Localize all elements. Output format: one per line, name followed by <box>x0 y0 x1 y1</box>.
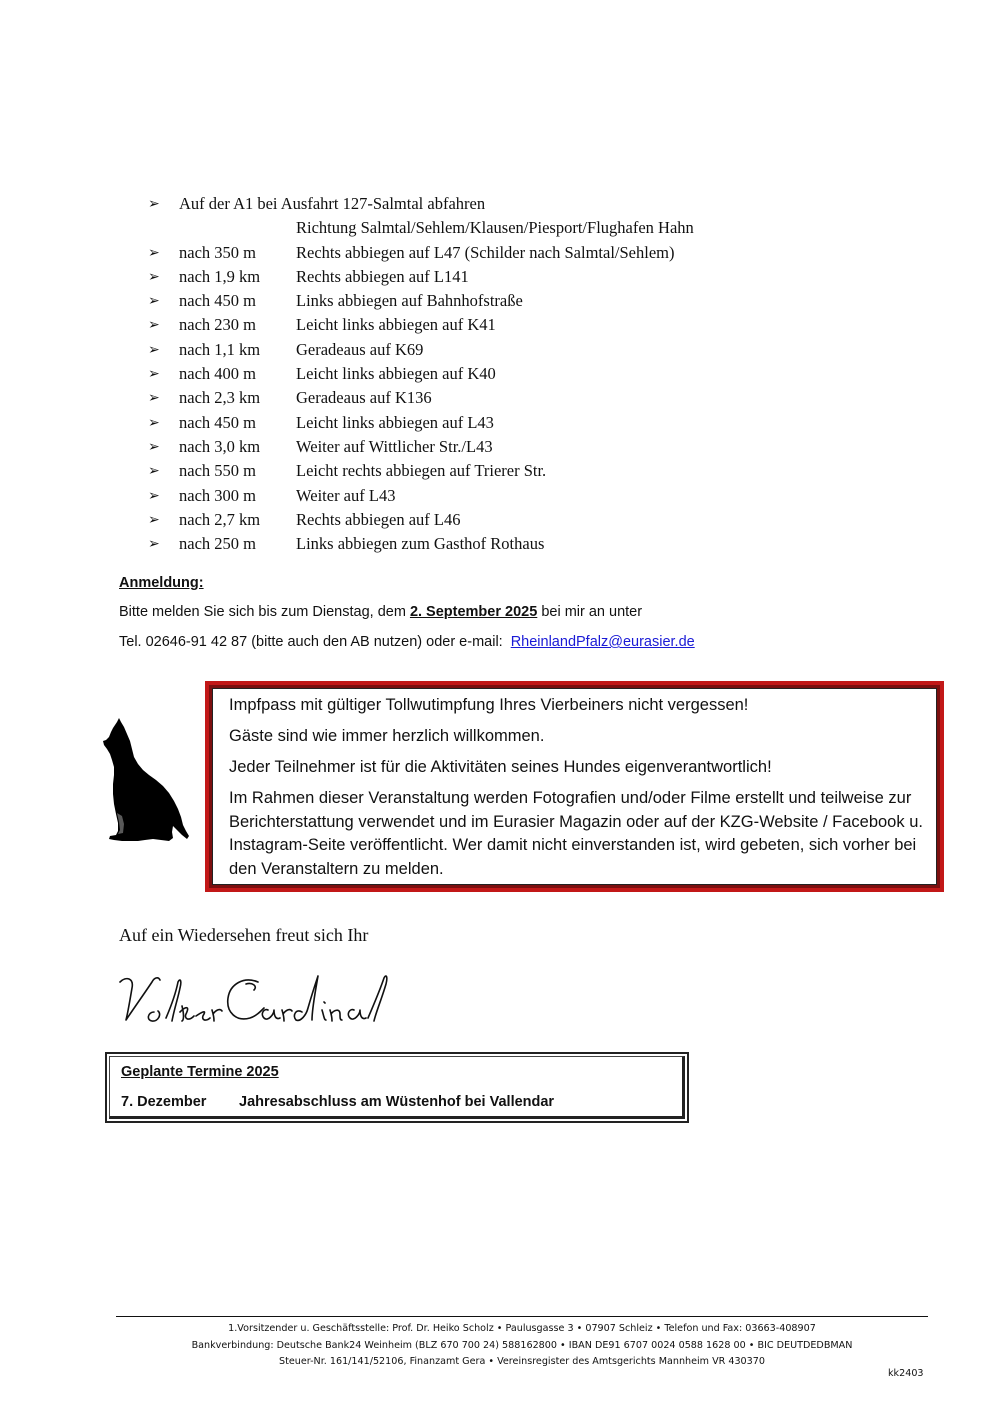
direction-distance: nach 450 m <box>179 412 256 432</box>
direction-instruction: Weiter auf L43 <box>296 485 396 505</box>
arrow-bullet-icon: ➢ <box>148 390 160 407</box>
direction-distance: nach 1,9 km <box>179 266 261 286</box>
notice-guests-text: Gäste sind wie immer herzlich willkommen. <box>229 727 545 745</box>
direction-instruction: Leicht links abbiegen auf K41 <box>296 315 496 335</box>
footer-divider <box>116 1316 928 1317</box>
direction-instruction: Links abbiegen auf Bahnhofstraße <box>296 291 523 311</box>
direction-distance: nach 230 m <box>179 315 256 335</box>
planned-dates-content <box>109 1056 685 1119</box>
direction-instruction: Leicht rechts abbiegen auf Trierer Str. <box>296 461 547 481</box>
registration-contact-text <box>119 634 695 650</box>
arrow-bullet-icon: ➢ <box>148 463 160 480</box>
registration-text-post: bei mir an unter <box>541 604 643 620</box>
direction-instruction: Leicht links abbiegen auf L43 <box>296 412 494 432</box>
registration-heading: Anmeldung: <box>119 575 204 591</box>
footer <box>116 1321 928 1371</box>
direction-distance: nach 450 m <box>179 291 256 311</box>
arrow-bullet-icon: ➢ <box>148 536 160 553</box>
planned-dates-heading: Geplante Termine 2025 <box>121 1064 279 1080</box>
direction-instruction: Weiter auf Wittlicher Str./L43 <box>296 436 493 456</box>
howling-wolf-icon <box>103 718 189 844</box>
registration-text-pre: Bitte melden Sie sich bis zum Dienstag, dem <box>119 604 406 620</box>
footer-address-line: 1.Vorsitzender u. Geschäftsstelle: Prof. Dr. Heiko Scholz • Paulusgasse 3 • 07907 Schleiz • Telefon und Fax: 03663-408907 <box>228 1323 816 1334</box>
email-link[interactable]: RheinlandPfalz@eurasier.de <box>510 634 695 650</box>
direction-distance: nach 250 m <box>179 534 256 554</box>
closing-text: Auf ein Wiedersehen freut sich Ihr <box>119 925 369 945</box>
arrow-bullet-icon: ➢ <box>148 196 160 212</box>
planned-dates-box <box>105 1052 689 1123</box>
arrow-bullet-icon: ➢ <box>148 293 160 310</box>
direction-distance: nach 3,0 km <box>179 436 261 456</box>
direction-distance: nach 300 m <box>179 485 256 505</box>
arrow-bullet-icon: ➢ <box>148 244 160 261</box>
arrow-bullet-icon: ➢ <box>148 487 160 504</box>
direction-distance: nach 2,3 km <box>179 388 261 408</box>
direction-instruction: Links abbiegen zum Gasthof Rothaus <box>296 534 545 554</box>
event-title: Jahresabschluss am Wüstenhof bei Vallendar <box>239 1094 555 1110</box>
notice-vaccination-text: Impfpass mit gültiger Tollwutimpfung Ihres Vierbeiners nicht vergessen! <box>229 696 749 714</box>
direction-text: Auf der A1 bei Ausfahrt 127-Salmtal abfahren <box>179 194 486 213</box>
direction-distance: nach 400 m <box>179 364 256 384</box>
arrow-bullet-icon: ➢ <box>148 268 160 285</box>
footer-bank-line: Bankverbindung: Deutsche Bank24 Weinheim (BLZ 670 700 24) 588162800 • IBAN DE91 6707 0024 0588 1628 00 • BIC DEUTDEDBMAN <box>191 1339 853 1351</box>
registration-deadline-date: 2. September 2025 <box>409 604 538 620</box>
notice-responsibility-text: Jeder Teilnehmer ist für die Aktivitäten seines Hundes eigenverantwortlich! <box>229 758 772 776</box>
arrow-bullet-icon: ➢ <box>148 414 160 431</box>
arrow-bullet-icon: ➢ <box>148 438 160 455</box>
registration-deadline-text <box>119 604 642 620</box>
registration-phone-text: Tel. 02646-91 42 87 (bitte auch den AB nutzen) oder e-mail: <box>119 634 503 650</box>
event-date: 7. Dezember <box>121 1094 207 1110</box>
arrow-bullet-icon: ➢ <box>148 366 160 383</box>
direction-instruction: Rechts abbiegen auf L46 <box>296 509 461 529</box>
document-code: kk2403 <box>888 1368 924 1379</box>
direction-instruction: Rechts abbiegen auf L141 <box>296 266 469 286</box>
direction-instruction: Geradeaus auf K136 <box>296 388 432 408</box>
arrow-bullet-icon: ➢ <box>148 511 160 528</box>
notice-box <box>205 681 944 892</box>
notice-content <box>212 688 937 885</box>
direction-distance: nach 2,7 km <box>179 509 261 529</box>
direction-instruction: Geradeaus auf K69 <box>296 339 424 359</box>
direction-instruction: Leicht links abbiegen auf K40 <box>296 364 496 384</box>
arrow-bullet-icon: ➢ <box>148 317 160 334</box>
direction-distance: nach 1,1 km <box>179 339 261 359</box>
event-row <box>121 1092 682 1112</box>
signature-image <box>118 968 390 1028</box>
direction-distance: nach 350 m <box>179 242 256 262</box>
direction-instruction: Richtung Salmtal/Sehlem/Klausen/Piesport/Flughafen Hahn <box>296 218 694 238</box>
footer-registry-line: Steuer-Nr. 161/141/52106, Finanzamt Gera • Vereinsregister des Amtsgerichts Mannheim VR 430370 <box>279 1356 765 1367</box>
direction-distance: nach 550 m <box>179 461 256 481</box>
notice-photo-consent-text: Im Rahmen dieser Veranstaltung werden Fotografien und/oder Filme erstellt und teilweise zur Berichterstattung verwendet und im Eurasier Magazin oder auf der KZG-Website / Facebook u. Instagram-Seite veröffentlicht. Wer damit nicht einverstanden ist, wird gebeten, sich vorher bei den Veranstaltern zu melden. <box>229 789 923 878</box>
arrow-bullet-icon: ➢ <box>148 341 160 358</box>
direction-instruction: Rechts abbiegen auf L47 (Schilder nach Salmtal/Sehlem) <box>296 242 675 262</box>
